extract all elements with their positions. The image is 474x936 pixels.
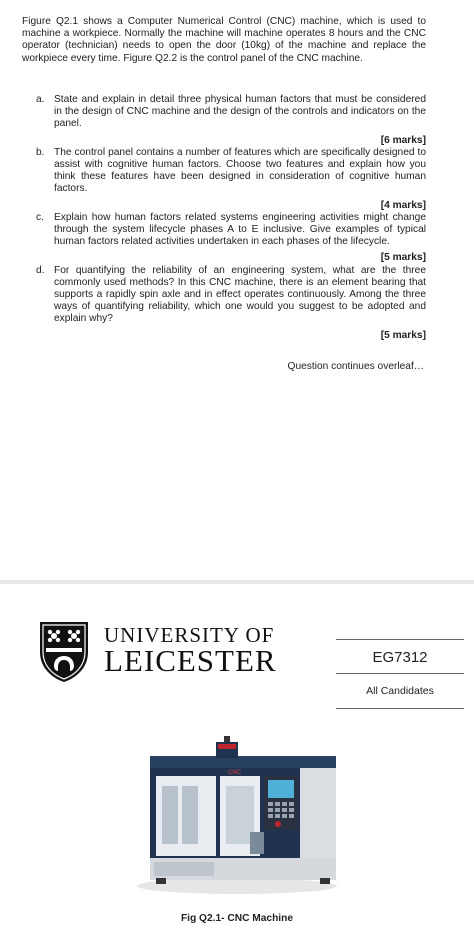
question-letter: c. [36,211,44,223]
divider [336,673,464,674]
question-letter: a. [36,94,45,105]
question-text: The control panel contains a number of features which are specifically designed to assist with cognitive human factors. Choose two features and explain how you think these features have been designed in consideration of cognitive human factors. [54,146,426,195]
candidates-label: All Candidates [366,685,434,697]
intro-paragraph: Figure Q2.1 shows a Computer Numerical Control (CNC) machine, which is used to machine a workpiece. Normally the machine will machine operates 8 hours and the CNC operator (technician) needs to open the door (10kg) of the machine and replace the workpiece every time. Figure Q2.2 is the control panel of the CNC machine. [22,16,426,64]
module-code: EG7312 [372,649,428,666]
exam-page-2 [0,584,474,936]
question-text: State and explain in detail three physical human factors that must be considered in the design of CNC machine and the design of the controls and indicators on the panel. [54,94,426,130]
figure-caption: Fig Q2.1- CNC Machine [180,913,294,924]
question-marks: [5 marks] [380,329,426,341]
question-marks: [6 marks] [380,134,426,146]
question-text: For quantifying the reliability of an engineering system, what are the three commonly used methods? In this CNC machine, there is an element bearing that supports a rapidly spin axle and in effect operates continuously. Among the three ways of quantifying reliability, which one would you suggest to be adopted and explain why? [54,264,426,325]
question-text: Explain how human factors related systems engineering activities might change through the system lifecycle phases A to E inclusive. Give examples of typical human factors related activities undertaken in each phases of the lifecycle. [54,211,426,248]
cnc-machine-image [132,736,342,901]
question-c [36,212,426,265]
question-b [36,147,426,212]
university-name-line2: LEICESTER [104,643,277,678]
university-wordmark [104,624,277,676]
question-marks: [4 marks] [380,199,426,211]
question-list [36,94,426,342]
question-marks: [5 marks] [380,252,426,264]
svg-text:CNC: CNC [228,770,241,776]
question-letter: d. [36,264,45,276]
question-a [36,94,426,147]
module-code-box [336,639,464,709]
university-name-line1: UNIVERSITY OF [104,623,275,647]
university-shield-logo [38,620,90,689]
question-d [36,265,426,342]
question-letter: b. [36,146,45,158]
continues-note: Question continues overleaf… [287,361,424,372]
